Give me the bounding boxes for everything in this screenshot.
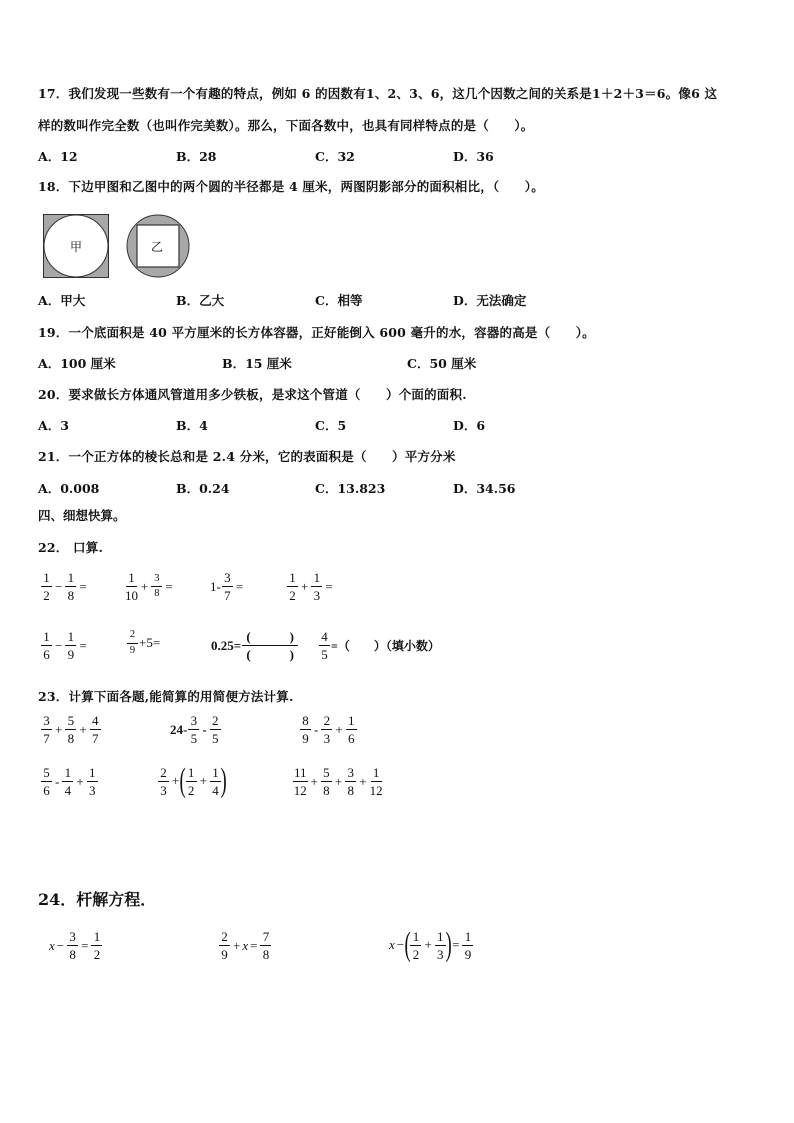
fraction: $\frac{3}{8}$ <box>151 574 162 600</box>
q24-equation-3: x − ( $\frac{1}{2}$ + $\frac{1}{3}$ ) = $\frac{1}{9}$ <box>389 928 474 962</box>
q23-expr-3: $\frac{8}{9}$ - $\frac{2}{3}$ + $\frac{1}{6}$ <box>299 714 358 745</box>
q22-expr-1: $\frac{1}{2}$ − $\frac{1}{8}$ = <box>40 571 89 602</box>
q17-line1: 17．我们发现一些数有一个有趣的特点，例如 6 的因数有1、2、3、6，这几个因数之间的关系是1＋2＋3＝6。像6 这 <box>38 86 718 101</box>
fraction: $\frac{2}{9}$ <box>127 630 138 656</box>
section-4-heading: 四、细想快算。 <box>38 508 126 523</box>
q19-option-c: C．50 厘米 <box>407 356 477 371</box>
q18-option-c: C．相等 <box>315 293 363 308</box>
q20-option-a: A．3 <box>38 418 69 433</box>
fraction: $\frac{1}{8}$ <box>65 571 76 602</box>
q22-title: 22． 口算. <box>38 540 103 555</box>
fraction: $\frac{1}{6}$ <box>41 630 52 661</box>
q23-expr-6: $\frac{11}{12}$ + $\frac{5}{8}$ + $\frac{3}{8}$ + $\frac{1}{12}$ <box>293 765 383 798</box>
fraction: $\frac{1}{2}$ <box>41 571 52 602</box>
q23-expr-2: 24- $\frac{3}{5}$ - $\frac{2}{5}$ <box>170 714 222 745</box>
q19-option-b: B．15 厘米 <box>222 356 292 371</box>
q23-expr-4: $\frac{5}{6}$ - $\frac{1}{4}$ + $\frac{1}{3}$ <box>40 766 99 797</box>
q19-option-a: A．100 厘米 <box>38 356 116 371</box>
q17-option-d: D．36 <box>453 149 494 164</box>
q23-expr-1: $\frac{3}{7}$ + $\frac{5}{8}$ + $\frac{4}{7}$ <box>40 714 102 745</box>
q18-text: 18．下边甲图和乙图中的两个圆的半径都是 4 厘米，两图阴影部分的面积相比，（ ）。 <box>38 179 544 194</box>
fraction: $\frac{4}{5}$ <box>319 630 330 661</box>
q23-title: 23．计算下面各题,能简算的用简便方法计算. <box>38 689 294 704</box>
q17-line2: 样的数叫作完全数（也叫作完美数）。那么，下面各数中，也具有同样特点的是（ ）。 <box>38 118 534 133</box>
q22-expr-2: $\frac{1}{10}$ + $\frac{3}{8}$ = <box>125 570 173 603</box>
fraction: $\frac{3}{7}$ <box>222 571 233 602</box>
q20-text: 20．要求做长方体通风管道用多少铁板，是求这个管道（ ）个面的面积. <box>38 387 467 402</box>
q24-equation-1: x − $\frac{3}{8}$ = $\frac{1}{2}$ <box>49 930 103 961</box>
figure-yi <box>126 214 190 278</box>
q21-option-a: A．0.008 <box>38 481 100 496</box>
q21-option-b: B．0.24 <box>176 481 230 496</box>
q21-text: 21．一个正方体的棱长总和是 2.4 分米，它的表面积是（ ）平方分米 <box>38 449 456 464</box>
q22-expr-8: $\frac{4}{5}$ =（ ）（填小数） <box>318 630 440 661</box>
q17-option-c: C．32 <box>315 149 355 164</box>
q18-option-d: D．无法确定 <box>453 293 527 308</box>
q22-expr-5: $\frac{1}{6}$ − $\frac{1}{9}$ = <box>40 630 89 661</box>
q22-expr-3: 1- $\frac{3}{7}$ = <box>210 570 244 603</box>
q21-option-d: D．34.56 <box>453 481 516 496</box>
fraction: $\frac{1}{3}$ <box>311 571 322 602</box>
blank-fraction: $\frac{( )}{( )}$ <box>242 630 298 661</box>
q18-option-b: B．乙大 <box>176 293 225 308</box>
q20-option-c: C．5 <box>315 418 347 433</box>
q17-option-b: B．28 <box>176 149 217 164</box>
q23-expr-5: $\frac{2}{3}$ + ( $\frac{1}{2}$ + $\frac{1}{4}$ ) <box>157 764 225 798</box>
q21-option-c: C．13.823 <box>315 481 386 496</box>
q19-text: 19．一个底面积是 40 平方厘米的长方体容器，正好能倒入 600 毫升的水，容器的高是（ ）。 <box>38 325 595 340</box>
q22-expr-6: $\frac{2}{9}$ +5= <box>126 630 160 656</box>
fraction: $\frac{1}{9}$ <box>65 630 76 661</box>
q24-title: 24．杆解方程． <box>38 890 157 909</box>
q20-option-b: B．4 <box>176 418 208 433</box>
fraction: $\frac{1}{10}$ <box>125 570 138 603</box>
q22-expr-7: 0.25= $\frac{( )}{( )}$ <box>211 630 299 661</box>
q24-equation-2: $\frac{2}{9}$ + x = $\frac{7}{8}$ <box>218 930 272 961</box>
figure-yi-label: 乙 <box>151 240 164 254</box>
q22-expr-4: $\frac{1}{2}$ + $\frac{1}{3}$ = <box>286 571 335 602</box>
q20-option-d: D．6 <box>453 418 486 433</box>
figure-jia <box>43 214 109 278</box>
figure-jia-label: 甲 <box>70 240 83 254</box>
q17-option-a: A．12 <box>38 149 78 164</box>
q18-option-a: A．甲大 <box>38 293 86 308</box>
fraction: $\frac{1}{2}$ <box>287 571 298 602</box>
